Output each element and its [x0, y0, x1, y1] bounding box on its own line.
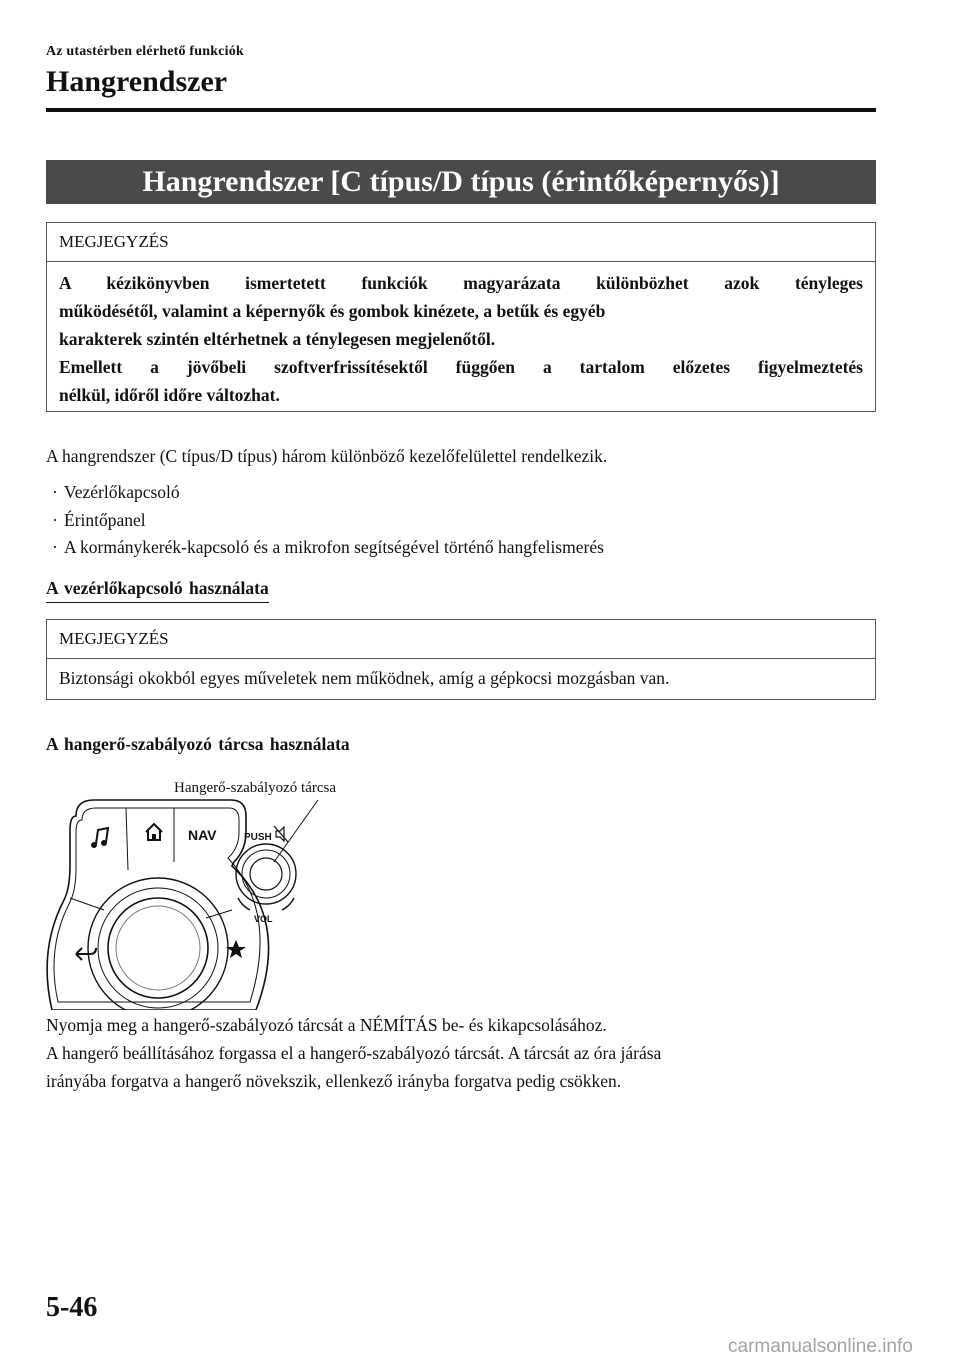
note-body [47, 262, 875, 418]
subheading: A hangerő-szabályozó tárcsa használata [46, 734, 350, 754]
list-item [52, 482, 180, 503]
nav-button-label[interactable]: NAV [188, 827, 217, 843]
rotate-right-arrow-icon [282, 898, 294, 910]
note-heading: MEGJEGYZÉS [47, 620, 875, 659]
header-rule [46, 108, 876, 112]
mute-speaker-icon [274, 826, 288, 842]
body-paragraph: Nyomja meg a hangerő-szabályozó tárcsát a NÉMÍTÁS be- és kikapcsolásához. [46, 1015, 607, 1035]
note-line: nélkül, időről időre változhat. [59, 385, 280, 405]
switch-housing [47, 800, 268, 1010]
list-item-text: A kormánykerék-kapcsoló és a mikrofon segítségével történő hangfelismerés [64, 537, 604, 557]
button-divider [126, 808, 128, 870]
page-number: 5-46 [46, 1292, 98, 1323]
list-item-text: Érintőpanel [64, 510, 146, 530]
note-heading: MEGJEGYZÉS [47, 223, 875, 262]
list-item [52, 510, 146, 531]
subheading: A vezérlőkapcsoló használata [46, 578, 269, 603]
commander-switch-diagram [46, 770, 396, 1010]
note-line: Emellett a jövőbeli szoftverfrissítésektől függően a tartalom előzetes figyelmeztetés [59, 357, 863, 377]
home-icon[interactable] [146, 824, 162, 840]
bullet-dot: · [52, 510, 58, 530]
main-knob-inner [116, 906, 200, 990]
vol-label: VOL [254, 914, 273, 924]
watermark: carmanualsonline.info [728, 1336, 913, 1357]
push-label: PUSH [244, 832, 272, 843]
volume-knob-ring [242, 850, 290, 898]
bullet-dot: · [52, 482, 58, 502]
note-body: Biztonsági okokból egyes műveletek nem működnek, amíg a gépkocsi mozgásban van. [59, 668, 670, 688]
bullet-dot: · [52, 537, 58, 557]
body-paragraph: A hangerő beállításához forgassa el a hangerő-szabályozó tárcsát. A tárcsát az óra járása [46, 1043, 662, 1063]
callout-label: Hangerő-szabályozó tárcsa [174, 780, 336, 796]
list-item-text: Vezérlőkapcsoló [64, 482, 180, 502]
switch-inner-outline [54, 808, 260, 1002]
main-title-banner: Hangrendszer [C típus/D típus (érintőképernyős)] [46, 160, 876, 204]
note-line: A kézikönyvben ismertetett funkciók magyarázata különbözhet azok tényleges [59, 273, 863, 293]
note-line: működésétől, valamint a képernyők és gombok kinézete, a betűk és egyéb [59, 301, 606, 321]
body-paragraph: irányába forgatva a hangerő növekszik, ellenkező irányba forgatva pedig csökken. [46, 1071, 622, 1091]
section-title: Hangrendszer [46, 65, 228, 98]
note-box [46, 619, 876, 700]
star-icon[interactable] [226, 940, 246, 958]
running-head: Az utastérben elérhető funkciók [46, 44, 244, 59]
note-line: karakterek szintén eltérhetnek a ténylegesen megjelenőtől. [59, 329, 496, 349]
main-knob[interactable] [108, 898, 208, 998]
volume-dial[interactable] [250, 858, 282, 890]
rotate-left-arrow-icon [238, 898, 250, 910]
music-note-icon[interactable] [91, 828, 108, 848]
intro-paragraph: A hangrendszer (C típus/D típus) három különböző kezelőfelülettel rendelkezik. [46, 446, 608, 466]
back-arrow-icon[interactable] [76, 948, 96, 960]
note-box [46, 222, 876, 412]
button-divider [70, 898, 104, 910]
list-item [52, 537, 604, 558]
volume-knob-outer [236, 844, 296, 904]
